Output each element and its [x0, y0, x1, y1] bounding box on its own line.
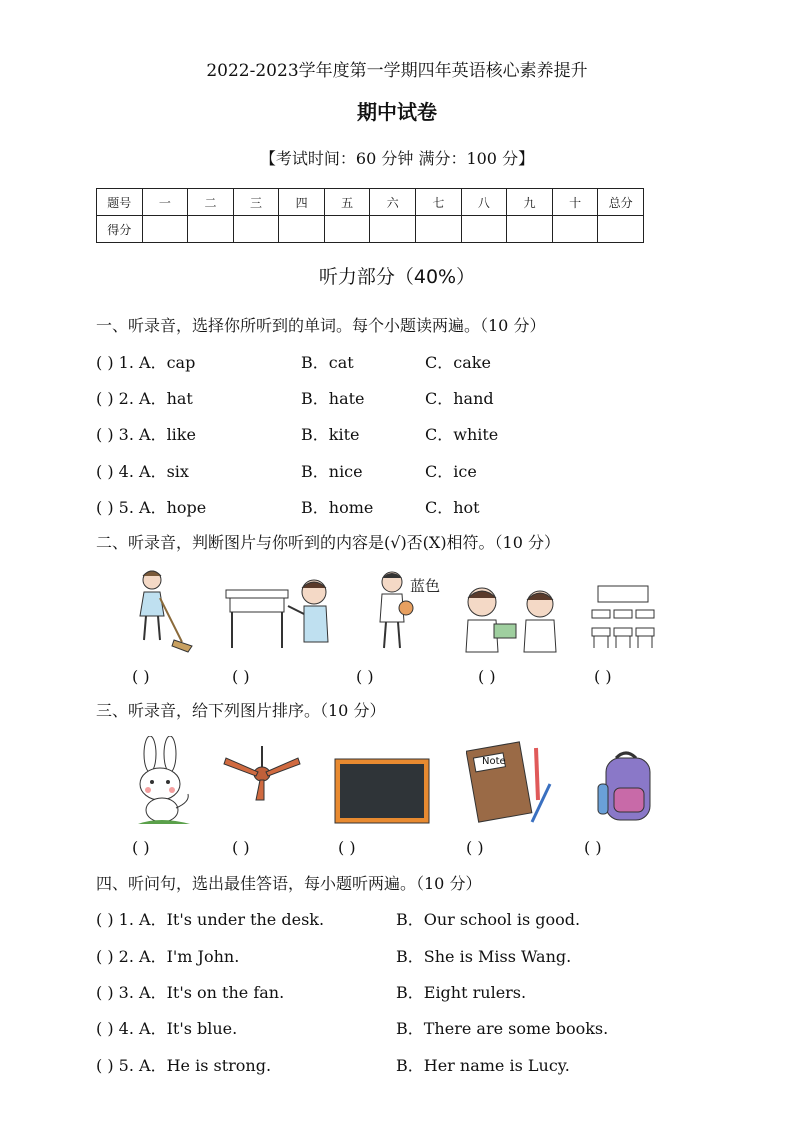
item-question: ( ) 2. A．hat	[96, 389, 193, 408]
answer-blank[interactable]: ( )	[232, 838, 250, 857]
option-b: B．There are some books.	[396, 1019, 609, 1038]
score-table	[96, 188, 644, 243]
item-question: ( ) 4. A．six	[96, 462, 189, 481]
item-question: ( ) 3. A．like	[96, 425, 196, 444]
part1-item[interactable]	[96, 386, 716, 408]
score-input-cell[interactable]	[461, 216, 507, 243]
score-input-cell[interactable]	[416, 216, 462, 243]
classroom-picture	[588, 584, 658, 650]
part3-heading: 三、听录音，给下列图片排序。（10 分）	[96, 701, 386, 720]
score-cell: 三	[233, 189, 279, 216]
score-cell: 六	[370, 189, 416, 216]
score-input-cell[interactable]	[370, 216, 416, 243]
item-question: ( ) 1. A．It's under the desk.	[96, 910, 325, 929]
item-question: ( ) 3. A．It's on the fan.	[96, 983, 285, 1002]
score-input-cell[interactable]	[188, 216, 234, 243]
score-cell: 九	[507, 189, 553, 216]
score-input-cell[interactable]	[142, 216, 188, 243]
two-children-picture	[460, 582, 564, 654]
item-question: ( ) 1. A．cap	[96, 353, 196, 372]
option-c: C．white	[425, 425, 499, 444]
part4-heading: 四、听问句，选出最佳答语，每小题听两遍。（10 分）	[96, 874, 482, 893]
item-question: ( ) 5. A．hope	[96, 498, 207, 517]
score-cell: 四	[279, 189, 325, 216]
score-input-cell[interactable]	[552, 216, 598, 243]
answer-blank[interactable]: ( )	[466, 838, 484, 857]
answer-blank[interactable]: ( )	[232, 667, 250, 686]
girl-sweeping-picture	[130, 566, 198, 654]
score-input-cell[interactable]	[324, 216, 370, 243]
part1-item[interactable]	[96, 422, 716, 444]
score-input-cell[interactable]	[598, 216, 644, 243]
score-cell: 总分	[598, 189, 644, 216]
part4-item[interactable]	[96, 1016, 716, 1038]
part4-item[interactable]	[96, 944, 716, 966]
part1-item[interactable]	[96, 350, 716, 372]
item-question: ( ) 4. A．It's blue.	[96, 1019, 238, 1038]
ceiling-fan-picture	[222, 744, 304, 804]
answer-blank[interactable]: ( )	[338, 838, 356, 857]
blue-color-label: 蓝色	[410, 577, 441, 595]
score-cell: 五	[324, 189, 370, 216]
score-input-cell[interactable]	[233, 216, 279, 243]
notebook-picture	[466, 740, 558, 826]
option-b: B．Eight rulers.	[396, 983, 527, 1002]
score-cell: 二	[188, 189, 234, 216]
answer-blank[interactable]: ( )	[356, 667, 374, 686]
score-table-header-row	[97, 189, 644, 216]
blackboard-picture	[334, 758, 430, 824]
part1-item[interactable]	[96, 495, 716, 517]
option-b: B．cat	[301, 353, 354, 372]
answer-blank[interactable]: ( )	[132, 838, 150, 857]
score-cell: 八	[461, 189, 507, 216]
answer-blank[interactable]: ( )	[594, 667, 612, 686]
listening-section-title: 听力部分（40%）	[318, 266, 476, 288]
option-b: B．She is Miss Wang.	[396, 947, 572, 966]
option-b: B．hate	[301, 389, 365, 408]
score-table-score-row	[97, 216, 644, 243]
option-b: B．Her name is Lucy.	[396, 1056, 570, 1075]
score-cell: 七	[416, 189, 462, 216]
score-input-cell[interactable]	[279, 216, 325, 243]
exam-header-line1: 2022-2023学年度第一学期四年英语核心素养提升	[206, 61, 588, 81]
option-c: C．ice	[425, 462, 477, 481]
option-b: B．nice	[301, 462, 363, 481]
girl-at-desk-picture	[222, 576, 338, 654]
score-cell: 得分	[97, 216, 143, 243]
part4-item[interactable]	[96, 980, 716, 1002]
answer-blank[interactable]: ( )	[584, 838, 602, 857]
item-question: ( ) 5. A．He is strong.	[96, 1056, 272, 1075]
part1-heading: 一、听录音，选择你所听到的单词。每个小题读两遍。（10 分）	[96, 316, 546, 335]
exam-title: 期中试卷	[357, 100, 437, 124]
rabbit-picture	[130, 736, 196, 828]
score-cell: 十	[552, 189, 598, 216]
part1-item[interactable]	[96, 459, 716, 481]
score-input-cell[interactable]	[507, 216, 553, 243]
item-question: ( ) 2. A．I'm John.	[96, 947, 240, 966]
score-cell: 一	[142, 189, 188, 216]
answer-blank[interactable]: ( )	[478, 667, 496, 686]
part4-item[interactable]	[96, 907, 716, 929]
option-b: B．kite	[301, 425, 360, 444]
part4-item[interactable]	[96, 1053, 716, 1075]
option-c: C．hot	[425, 498, 480, 517]
option-c: C．cake	[425, 353, 491, 372]
note-label: Note	[482, 756, 506, 767]
option-b: B．Our school is good.	[396, 910, 581, 929]
part2-heading: 二、听录音，判断图片与你听到的内容是(√)否(X)相符。（10 分）	[96, 533, 561, 552]
exam-time-score: 【考试时间：60 分钟 满分：100 分】	[259, 149, 535, 168]
option-c: C．hand	[425, 389, 494, 408]
backpack-picture	[592, 748, 660, 824]
answer-blank[interactable]: ( )	[132, 667, 150, 686]
option-b: B．home	[301, 498, 374, 517]
score-cell: 题号	[97, 189, 143, 216]
